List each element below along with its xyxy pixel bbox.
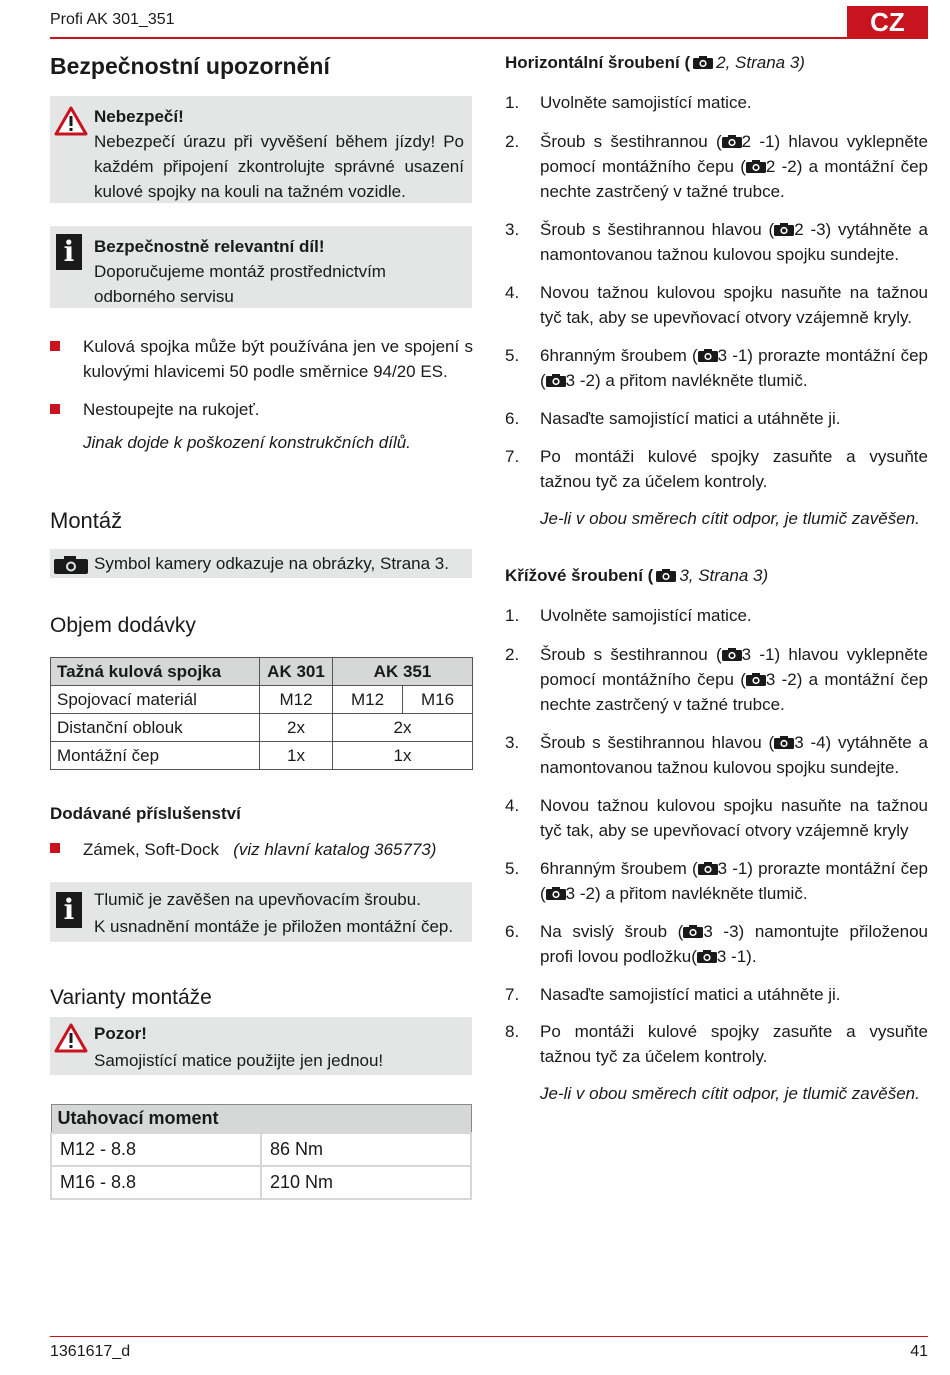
info-box-relevant-part [50, 226, 472, 308]
camera-icon [774, 731, 794, 744]
step-number: 5. [505, 346, 520, 365]
horizontal-heading [505, 53, 805, 73]
step-number: 6. [505, 922, 520, 941]
table-row [51, 714, 473, 742]
step-number: 7. [505, 447, 520, 466]
camera-icon [693, 54, 713, 67]
safety-heading: Bezpečnostní upozornění [50, 53, 330, 79]
step-text-segment: Novou tažnou kulovou spojku nasuňte na tažnou tyč tak, aby se upevňovací otvory vzájemně kryly [540, 796, 928, 840]
table-header-row [51, 1105, 471, 1134]
table-header: AK 351 [333, 658, 473, 686]
danger-box [50, 96, 472, 203]
header-divider [50, 37, 928, 39]
accessories-catalog-ref: (viz hlavní katalog 365773) [233, 840, 437, 859]
footer-doc-id: 1361617_d [50, 1343, 131, 1360]
language-badge: CZ [847, 6, 928, 38]
step-text-segment: Na svislý šroub ( [540, 922, 684, 941]
step-text [540, 982, 928, 1007]
step-text [540, 280, 928, 330]
torque-table [50, 1104, 472, 1200]
step-text [540, 919, 928, 969]
step-text-segment: 3 -1) hlavou vyklepněte pomocí montážního čepu ( [540, 645, 928, 689]
step-text-segment: 3 -4) vytáhněte a namontovanou tažnou kulovou spojku sundejte. [540, 733, 929, 777]
table-cell: Montážní čep [51, 742, 260, 770]
danger-title: Nebezpečí! [94, 107, 184, 126]
camera-icon [698, 857, 718, 870]
danger-text: Nebezpečí úrazu při vyvěšení během jízdy! Po každém připojení zkontrolujte správné usazení kulové spojky na kouli na tažném vozidle. [94, 132, 464, 201]
step-number: 6. [505, 409, 520, 428]
step-text-segment: Novou tažnou kulovou spojku nasuňte na tažnou tyč tak, aby se upevňovací otvory vzájemně kryly. [540, 283, 928, 327]
step-text [540, 406, 928, 431]
camera-icon [746, 668, 766, 681]
cross-heading [505, 566, 768, 586]
table-cell: 1x [333, 742, 473, 770]
table-cell: M12 [333, 686, 403, 714]
step-number: 1. [505, 93, 520, 112]
step-text-segment: Po montáži kulové spojky zasuňte a vysuňte tažnou tyč za účelem kontroly. [540, 447, 928, 491]
info-title: Bezpečnostně relevantní díl! [94, 237, 325, 256]
camera-icon [697, 945, 717, 958]
table-row [51, 742, 473, 770]
camera-icon [746, 155, 766, 168]
step-text-segment: Šroub s šestihrannou ( [540, 132, 722, 151]
table-cell: 210 Nm [261, 1166, 471, 1199]
step-text [540, 217, 928, 267]
step-text-segment: Po montáži kulové spojky zasuňte a vysuňte tažnou tyč za účelem kontroly. [540, 1022, 928, 1066]
step-text-segment: 3 -1) prorazte montážní čep ( [540, 859, 928, 903]
bullet-handle-note: Jinak dojde k poškození konstrukčních dílů. [83, 433, 411, 452]
step-number: 4. [505, 283, 520, 302]
step-text [540, 730, 928, 780]
step-text-segment: 6hranným šroubem ( [540, 859, 698, 878]
step-text [540, 444, 928, 494]
step-text-segment: 6hranným šroubem ( [540, 346, 698, 365]
camera-icon [683, 920, 703, 933]
caution-title: Pozor! [94, 1024, 147, 1043]
accessories-heading: Dodávané příslušenství [50, 804, 241, 823]
step-text [540, 90, 928, 115]
table-cell: Spojovací materiál [51, 686, 260, 714]
step-text-segment: Nasaďte samojistící matici a utáhněte ji. [540, 409, 841, 428]
step-text-segment: 3 -3) namontujte přiloženou profi lovou podložku( [540, 922, 928, 966]
step-number: 2. [505, 645, 520, 664]
step-text-segment: 3 -2) a montážní čep nechte zastrčený v tažné trubce. [540, 670, 928, 714]
scope-table [50, 657, 473, 770]
info-icon: i [56, 892, 82, 928]
variants-heading: Varianty montáže [50, 986, 212, 1009]
camera-icon [546, 882, 566, 895]
info-text: Doporučujeme montáž prostřednictvím odborného servisu [94, 262, 386, 306]
accessories-item [83, 837, 473, 862]
step-number: 8. [505, 1022, 520, 1041]
step-number: 4. [505, 796, 520, 815]
table-cell: 86 Nm [261, 1133, 471, 1166]
camera-note-box [50, 549, 472, 578]
table-row [51, 1133, 471, 1166]
bullet-marker [50, 404, 60, 414]
caution-box [50, 1017, 472, 1075]
step-text-segment: Šroub s šestihrannou hlavou ( [540, 220, 775, 239]
table-cell: 2x [260, 714, 333, 742]
step-text [540, 856, 928, 906]
camera-icon [656, 567, 676, 580]
step-text [540, 343, 928, 393]
step-text [540, 129, 928, 204]
camera-icon [774, 218, 794, 231]
camera-icon [698, 344, 718, 357]
step-text [540, 1019, 928, 1069]
step-number: 7. [505, 985, 520, 1004]
camera-icon [546, 369, 566, 382]
camera-note-text: Symbol kamery odkazuje na obrázky, Strana 3. [94, 554, 449, 573]
scope-heading: Objem dodávky [50, 614, 196, 637]
table-header: Tažná kulová spojka [51, 658, 260, 686]
step-number: 1. [505, 606, 520, 625]
table-cell: M16 - 8.8 [51, 1166, 261, 1199]
info-icon: i [56, 234, 82, 270]
step-text-segment: 2 -1) hlavou vyklepněte pomocí montážního čepu ( [540, 132, 928, 176]
step-number: 3. [505, 733, 520, 752]
table-cell: Distanční oblouk [51, 714, 260, 742]
table-row [51, 1166, 471, 1199]
table-cell: M12 - 8.8 [51, 1133, 261, 1166]
document-header-title: Profi AK 301_351 [50, 11, 175, 28]
table-header-row [51, 658, 473, 686]
footer-divider [50, 1336, 928, 1337]
montaz-heading: Montáž [50, 508, 123, 533]
step-text-segment: 3 -1). [716, 947, 757, 966]
horizontal-heading-ref: 2, Strana 3) [716, 53, 805, 72]
step-text-segment: Šroub s šestihrannou hlavou ( [540, 733, 775, 752]
step-text-segment: Uvolněte samojistící matice. [540, 93, 752, 112]
step-text [540, 603, 928, 628]
horizontal-heading-title: Horizontální šroubení ( [505, 53, 691, 72]
table-header: AK 301 [260, 658, 333, 686]
step-text-segment: Šroub s šestihrannou ( [540, 645, 722, 664]
step-text-segment: 3 -2) a přitom navlékněte tlumič. [565, 884, 808, 903]
step-text-segment: Uvolněte samojistící matice. [540, 606, 752, 625]
info-text-line1: Tlumič je zavěšen na upevňovacím šroubu. [94, 890, 421, 909]
camera-icon [722, 130, 742, 143]
table-row [51, 686, 473, 714]
info-box-damper [50, 882, 472, 942]
step-text [540, 642, 928, 717]
step-number: 3. [505, 220, 520, 239]
step-text-segment: 2 -3) vytáhněte a namontovanou tažnou kulovou spojku sundejte. [540, 220, 929, 264]
table-cell: M12 [260, 686, 333, 714]
footer-page-number: 41 [910, 1343, 928, 1360]
step-text-segment: 3 -2) a přitom navlékněte tlumič. [565, 371, 808, 390]
step-number: 5. [505, 859, 520, 878]
table-cell: M16 [403, 686, 473, 714]
bullet-ball-coupling: Kulová spojka může být používána jen ve spojení s kulovými hlavicemi 50 podle směrnice 94/20 ES. [83, 337, 473, 381]
accessories-item-name: Zámek, Soft-Dock [83, 840, 220, 859]
cross-heading-title: Křížové šroubení ( [505, 566, 654, 585]
step-text-segment: Nasaďte samojistící matici a utáhněte ji. [540, 985, 841, 1004]
table-cell: 2x [333, 714, 473, 742]
info-text-line2: K usnadnění montáže je přiložen montážní čep. [94, 917, 454, 936]
caution-text: Samojistící matice použijte jen jednou! [94, 1051, 384, 1070]
camera-icon [54, 556, 88, 574]
bullet-marker [50, 341, 60, 351]
step-text-segment: 3 -1) prorazte montážní čep ( [540, 346, 928, 390]
warning-icon [54, 106, 88, 136]
step-text-segment: 2 -2) a montážní čep nechte zastrčený v tažné trubce. [540, 157, 928, 201]
warning-icon [54, 1023, 88, 1053]
bullet-marker [50, 843, 60, 853]
camera-icon [722, 643, 742, 656]
table-cell: 1x [260, 742, 333, 770]
cross-heading-ref: 3, Strana 3) [679, 566, 769, 585]
step-text [540, 793, 928, 843]
table-header: Utahovací moment [51, 1105, 471, 1134]
bullet-handle-warning: Nestoupejte na rukojeť. [83, 400, 260, 419]
step-number: 2. [505, 132, 520, 151]
